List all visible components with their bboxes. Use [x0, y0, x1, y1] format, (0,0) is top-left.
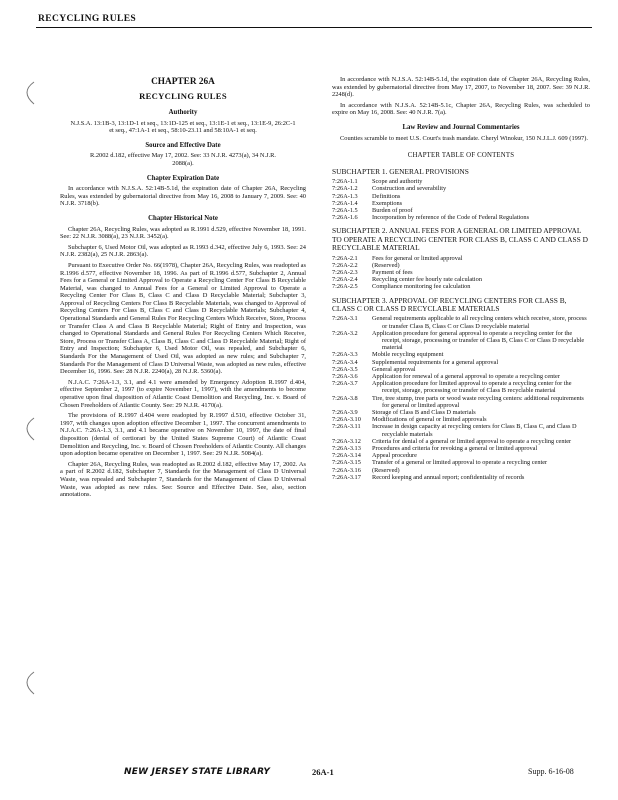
subchapter-block: [332, 168, 590, 222]
section-title: General approval: [372, 365, 416, 373]
toc-row[interactable]: [332, 178, 590, 185]
section-number: 7:26A-2.3: [332, 269, 358, 276]
running-header: RECYCLING RULES: [38, 14, 137, 24]
toc-row[interactable]: [332, 438, 590, 445]
subchapter-title: SUBCHAPTER 1. GENERAL PROVISIONS: [332, 166, 469, 176]
authority-text: N.J.S.A. 13:1B-3, 13:1D-1 et seq., 13:1D-125 et seq., 13:1E-1 et seq., 13:1E-9, 26:2C-1 et seq., 47:1A-1 et seq., 58:10-23.11 and 58:10A-1 et seq.: [70, 119, 296, 135]
history-paragraph: Pursuant to Executive Order No. 66(1978), Chapter 26A, Recycling Rules, was readopted as R.1996 d.577, effective November 18, 1996. As part of R.1996 d.577, Subchapter 2, Annual Fees for a General or Limited Approval to Operate a Recycling Center For Class B Recyclable Material, was changed to Annual Fees for a General or Limited Approval to Operate a Recycling Center For Class B, Class C and Class D Recyclable Material; Subchapter 3, Approval of Recycling Centers For Class B Recyclable Materials, was changed to Approval of Recycling Centers For Class B, Class C and Class D Recyclable Materials; Subchapter 4, Operational Standards and General Rules For Recycling Centers Which Receive, Store, Process or Transfer Class A and Class B Recyclable Material; Right of Entry and Inspection, was changed to Operational Standards and General Rules For Recycling Centers Which Receive, Store, Process or Transfer Class A, Class B, Class C and Class D Recyclable Material; Right of Entry and Inspection; Subchapter 6, Used Motor Oil, was repealed, and Subchapter 6, Standards For the Management of Used Oil, was adopted as new rules; and Subchapter 7, Standards For the Management of Class D Universal Waste, was adopted as new rules, effective December 16, 1996. See: 28 N.J.R. 2240(a), 28 N.J.R. 5360(a).: [60, 261, 306, 376]
law-review-heading: Law Review and Journal Commentaries: [402, 123, 520, 131]
section-number: 7:26A-3.16: [332, 466, 361, 474]
section-number: 7:26A-3.1: [332, 315, 358, 323]
section-title: Application procedure for limited approval to operate a recycling center for the receipt, storage, processing or transfer of Class B recyclable material: [372, 380, 572, 395]
section-title: Compliance monitoring fee calculation: [372, 283, 471, 291]
section-number: 7:26A-1.4: [332, 199, 358, 207]
toc-row[interactable]: [332, 276, 590, 283]
section-number: 7:26A-3.7: [332, 380, 358, 388]
history-paragraph: Chapter 26A, Recycling Rules, was readopted as R.2002 d.182, effective May 17, 2002. As a part of R.2002 d.182, Subchapter 7, Standards for the Management of Class D Universal Waste, was repealed and Subchapter 7, Standards for the Management of Class D Universal Waste, was adopted as new rules. See: Source and Effective Date. See, also, section annotations.: [60, 460, 306, 499]
section-title: Storage of Class B and Class D materials: [372, 409, 476, 417]
section-number: 7:26A-2.4: [332, 276, 358, 284]
section-title: Supplemental requirements for a general approval: [372, 358, 499, 366]
law-review-text: Counties scramble to meet U.S. Court's trash mandate. Cheryl Winokur, 150 N.J.L.J. 609 (1997).: [340, 134, 588, 142]
section-title: Transfer of a general or limited approval to operate a recycling center: [372, 459, 548, 467]
toc-row[interactable]: [332, 200, 590, 207]
section-number: 7:26A-3.6: [332, 373, 358, 381]
section-title: (Reserved): [372, 261, 400, 269]
expiration-text: In accordance with N.J.S.A. 52:14B-5.1d, the expiration date of Chapter 26A, Recycling Rules, was extended by gubernatorial directive from May 16, 2008 to January 7, 2009. See: 40 N.J.R. 3718(b).: [60, 185, 306, 208]
toc-row[interactable]: [332, 445, 590, 452]
section-title: Scope and authority: [372, 178, 423, 186]
section-title: Procedures and criteria for revoking a general or limited approval: [372, 445, 538, 453]
right-column: [332, 76, 590, 481]
toc-row[interactable]: [332, 474, 590, 481]
toc-row[interactable]: [332, 423, 590, 437]
section-number: 7:26A-3.11: [332, 423, 361, 431]
toc-row[interactable]: [332, 193, 590, 200]
section-number: 7:26A-3.3: [332, 351, 358, 359]
header-rule: [36, 27, 592, 28]
source-text: R.2002 d.182, effective May 17, 2002. See: 33 N.J.R. 4273(a), 34 N.J.R. 2088(a).: [89, 152, 277, 167]
toc-row[interactable]: [332, 380, 590, 394]
section-number: 7:26A-3.12: [332, 437, 361, 445]
toc-row[interactable]: [332, 262, 590, 269]
section-title: Burden of proof: [372, 206, 413, 214]
toc-row[interactable]: [332, 351, 590, 358]
authority-heading: Authority: [168, 109, 198, 116]
chapter-number: CHAPTER 26A: [151, 77, 215, 87]
punch-mark-bottom: [14, 668, 36, 698]
section-number: 7:26A-2.5: [332, 283, 358, 291]
section-number: 7:26A-3.9: [332, 409, 358, 417]
toc-row[interactable]: [332, 452, 590, 459]
section-title: Exemptions: [372, 199, 403, 207]
section-number: 7:26A-1.1: [332, 178, 358, 186]
section-title: Application for renewal of a general approval to operate a recycling center: [372, 373, 560, 381]
section-number: 7:26A-1.5: [332, 206, 358, 214]
toc-row[interactable]: [332, 366, 590, 373]
intro-paragraph: In accordance with N.J.S.A. 52:14B-5.1d, the expiration date of Chapter 26A, Recycling Rules, was extended by gubernatorial directive from May 17, 2007, to November 18, 2007. See: 39 N.J.R. 2248(d).: [332, 76, 590, 99]
section-number: 7:26A-1.2: [332, 185, 358, 193]
supplement-date: Supp. 6-16-08: [528, 767, 574, 776]
toc-row[interactable]: [332, 315, 590, 329]
toc-row[interactable]: [332, 207, 590, 214]
section-title: Application procedure for general approval to operate a recycling center for the receipt, storage, processing or transfer of Class B, Class C or Class D recyclable material: [372, 329, 585, 352]
history-paragraph: Chapter 26A, Recycling Rules, was adopted as R.1991 d.529, effective November 18, 1991. See: 22 N.J.R. 3088(a), 23 N.J.R. 3452(a).: [60, 225, 306, 241]
section-title: Increase in design capacity at recycling centers for Class B, Class C, and Class D recyclable materials: [372, 423, 577, 438]
toc-row[interactable]: [332, 269, 590, 276]
section-title: Mobile recycling equipment: [372, 351, 444, 359]
section-title: Modifications of general or limited approvals: [372, 416, 487, 424]
subchapter-title: SUBCHAPTER 2. ANNUAL FEES FOR A GENERAL OR LIMITED APPROVAL TO OPERATE A RECYCLING CENTER FOR CLASS B, CLASS C AND CLASS D RECYCLABLE MATERIAL: [332, 226, 588, 253]
source-heading: Source and Effective Date: [145, 141, 221, 149]
section-title: Payment of fees: [372, 269, 413, 276]
intro-paragraph: In accordance with N.J.S.A. 52:14B-5.1c, Chapter 26A, Recycling Rules, was scheduled to expire on May 16, 2008. See: 40 N.J.R. 7(a).: [332, 101, 590, 117]
history-heading: Chapter Historical Note: [148, 214, 218, 222]
toc-row[interactable]: [332, 395, 590, 409]
history-paragraph: The provisions of R.1997 d.404 were readopted by R.1997 d.510, effective October 31, 1997, with changes upon adoption effective December 1, 1997. The concurrent amendments to N.J.A.C. 7:26A-1.3, 3.1, and 4.1 became operative on November 10, 1997, the date of final disposition (denial of certiorari by the United States Supreme Court) of Atlantic Coast Demolition and Recycling, Inc. v. Board of Chosen Freeholders of Atlantic County. All changes upon adoption became operative on December 1, 1997. See: 29 N.J.R. 5084(a).: [60, 412, 306, 458]
history-paragraph: N.J.A.C. 7:26A-1.3, 3.1, and 4.1 were amended by Emergency Adoption R.1997 d.404, effective September 2, 1997 (to expire November 1, 1997), with the amendments to become operative upon final disposition of Atlantic Coast Demolition and Recycling, Inc. v. Board of Chosen Freeholders of Atlantic County. See: 29 N.J.R. 4170(a).: [60, 378, 306, 409]
section-number: 7:26A-3.4: [332, 358, 358, 366]
toc-row[interactable]: [332, 416, 590, 423]
page-number: 26A-1: [312, 767, 334, 777]
subchapter-block: [332, 227, 590, 290]
section-number: 7:26A-1.6: [332, 214, 358, 222]
section-number: 7:26A-3.8: [332, 394, 358, 402]
toc-row[interactable]: [332, 467, 590, 474]
section-number: 7:26A-3.5: [332, 365, 358, 373]
section-number: 7:26A-3.15: [332, 459, 361, 467]
subchapter-block: [332, 297, 590, 481]
toc-row[interactable]: [332, 373, 590, 380]
toc-row[interactable]: [332, 255, 590, 262]
chapter-title: RECYCLING RULES: [139, 91, 227, 101]
section-number: 7:26A-1.3: [332, 192, 358, 200]
toc-row[interactable]: [332, 459, 590, 466]
section-title: Criteria for denial of a general or limited approval to operate a recycling center: [372, 437, 572, 445]
section-title: Construction and severability: [372, 185, 447, 193]
toc-row[interactable]: [332, 185, 590, 192]
section-number: 7:26A-3.13: [332, 445, 361, 453]
toc-row[interactable]: [332, 330, 590, 352]
section-title: Recycling center fee hourly rate calculation: [372, 276, 482, 284]
left-column: [60, 76, 306, 502]
punch-mark-top: [14, 78, 36, 108]
toc-row[interactable]: [332, 359, 590, 366]
section-title: Incorporation by reference of the Code of Federal Regulations: [372, 214, 530, 222]
toc-heading: CHAPTER TABLE OF CONTENTS: [407, 152, 515, 160]
section-number: 7:26A-2.2: [332, 261, 358, 269]
section-number: 7:26A-3.10: [332, 416, 361, 424]
toc-row[interactable]: [332, 409, 590, 416]
section-title: Record keeping and annual report; confidentiality of records: [372, 473, 525, 481]
toc-row[interactable]: [332, 283, 590, 290]
section-number: 7:26A-3.2: [332, 329, 358, 337]
section-number: 7:26A-2.1: [332, 254, 358, 262]
expiration-heading: Chapter Expiration Date: [146, 174, 220, 182]
library-stamp: NEW JERSEY STATE LIBRARY: [124, 767, 271, 777]
toc-row[interactable]: [332, 214, 590, 221]
section-title: Definitions: [372, 192, 401, 200]
section-title: General requirements applicable to all recycling centers which receive, store, process or transfer Class B, Class C or Class D recyclable material: [372, 315, 587, 330]
history-paragraph: Subchapter 6, Used Motor Oil, was adopted as R.1993 d.342, effective July 6, 1993. See: 24 N.J.R. 2382(a), 25 N.J.R. 2863(a).: [60, 243, 306, 259]
subchapter-title: SUBCHAPTER 3. APPROVAL OF RECYCLING CENTERS FOR CLASS B, CLASS C OR CLASS D RECYCLABLE MATERIALS: [332, 295, 567, 314]
section-number: 7:26A-3.17: [332, 473, 361, 481]
section-title: (Reserved): [372, 466, 400, 474]
section-title: Fees for general or limited approval: [372, 254, 463, 262]
section-title: Tire, tree stump, tree parts or wood waste recycling centers: additional requirements for general or limited approval: [372, 394, 584, 409]
section-number: 7:26A-3.14: [332, 452, 361, 460]
punch-mark-middle: [14, 414, 36, 444]
section-title: Appeal procedure: [372, 452, 417, 460]
